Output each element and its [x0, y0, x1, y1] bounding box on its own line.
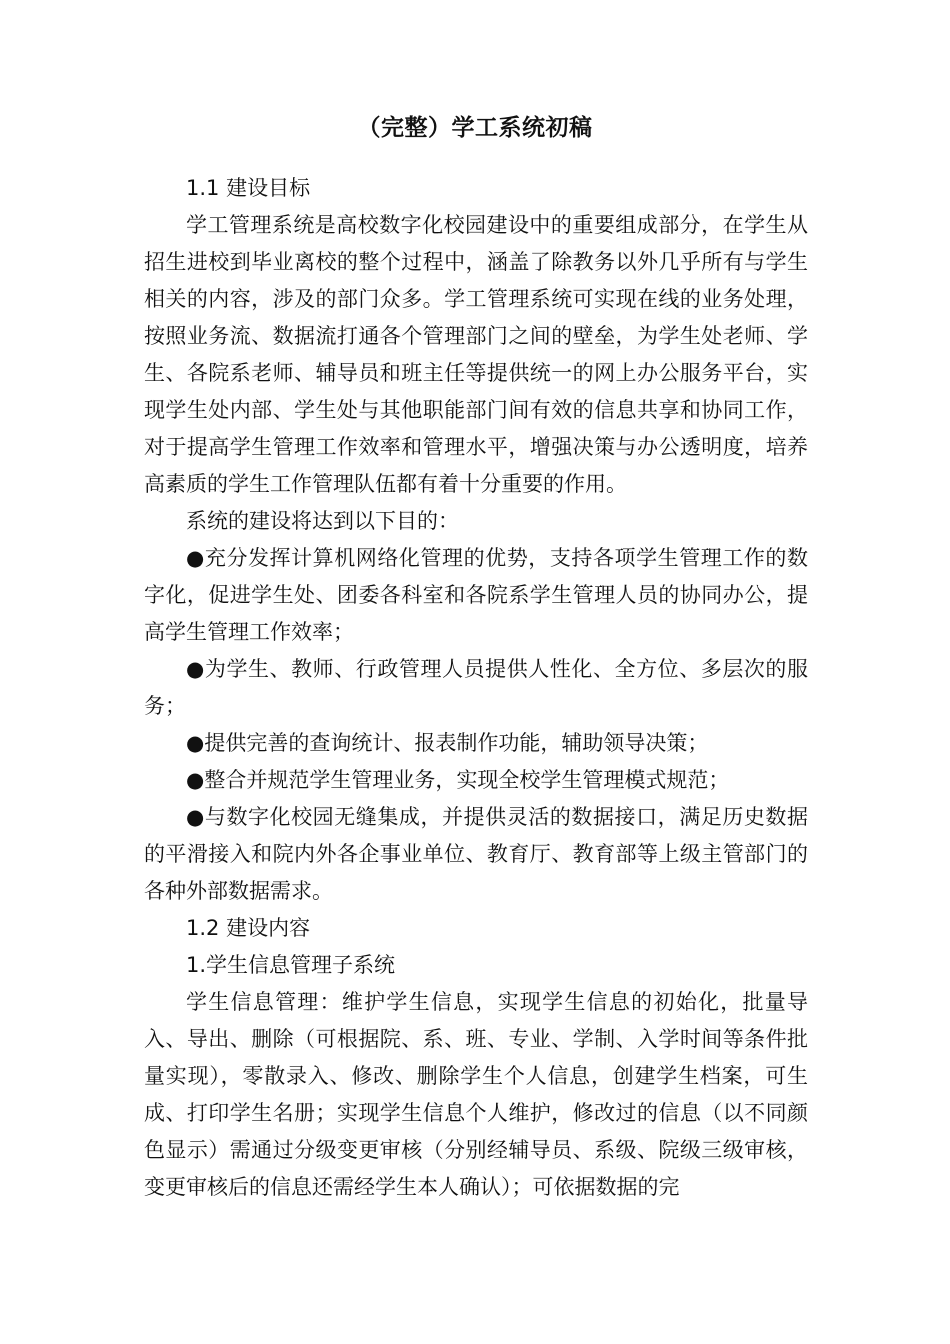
document-body — [144, 170, 808, 1206]
paragraph-student-info-management: 学生信息管理：维护学生信息，实现学生信息的初始化，批量导入、导出、删除（可根据院、系、班、专业、学制、入学时间等条件批量实现），零散录入、修改、删除学生个人信息，创建学生档案，可生成、打印学生名册；实现学生信息个人维护，修改过的信息（以不同颜色显示）需通过分级变更审核（分别经辅导员、系级、院级三级审核，变更审核后的信息还需经学生本人确认）；可依据数据的完 — [144, 990, 808, 1199]
paragraph-overview: 学工管理系统是高校数字化校园建设中的重要组成部分，在学生从招生进校到毕业离校的整个过程中，涵盖了除教务以外几乎所有与学生相关的内容，涉及的部门众多。学工管理系统可实现在线的业务处理，按照业务流、数据流打通各个管理部门之间的壁垒，为学生处老师、学生、各院系老师、辅导员和班主任等提供统一的网上办公服务平台，实现学生处内部、学生处与其他职能部门间有效的信息共享和协同工作，对于提高学生管理工作效率和管理水平，增强决策与办公透明度，培养高素质的学生工作管理队伍都有着十分重要的作用。 — [144, 213, 808, 496]
bullet-item-1: ●充分发挥计算机网络化管理的优势，支持各项学生管理工作的数字化，促进学生处、团委各科室和各院系学生管理人员的协同办公，提高学生管理工作效率； — [144, 546, 808, 644]
section-heading-1-1: 1.1 建设目标 — [186, 176, 311, 200]
subsection-heading-student-info: 1.学生信息管理子系统 — [186, 953, 396, 977]
section-heading-1-2: 1.2 建设内容 — [186, 916, 311, 940]
bullet-item-3: ●提供完善的查询统计、报表制作功能，辅助领导决策； — [186, 731, 709, 755]
document-title: （完整）学工系统初稿 — [357, 115, 593, 141]
bullet-item-4: ●整合并规范学生管理业务，实现全校学生管理模式规范； — [186, 768, 730, 792]
bullet-item-2: ●为学生、教师、行政管理人员提供人性化、全方位、多层次的服务； — [144, 657, 808, 718]
paragraph-goals-intro: 系统的建设将达到以下目的： — [186, 509, 459, 533]
bullet-item-5: ●与数字化校园无缝集成，并提供灵活的数据接口，满足历史数据的平滑接入和院内外各企事业单位、教育厅、教育部等上级主管部门的各种外部数据需求。 — [144, 805, 808, 903]
